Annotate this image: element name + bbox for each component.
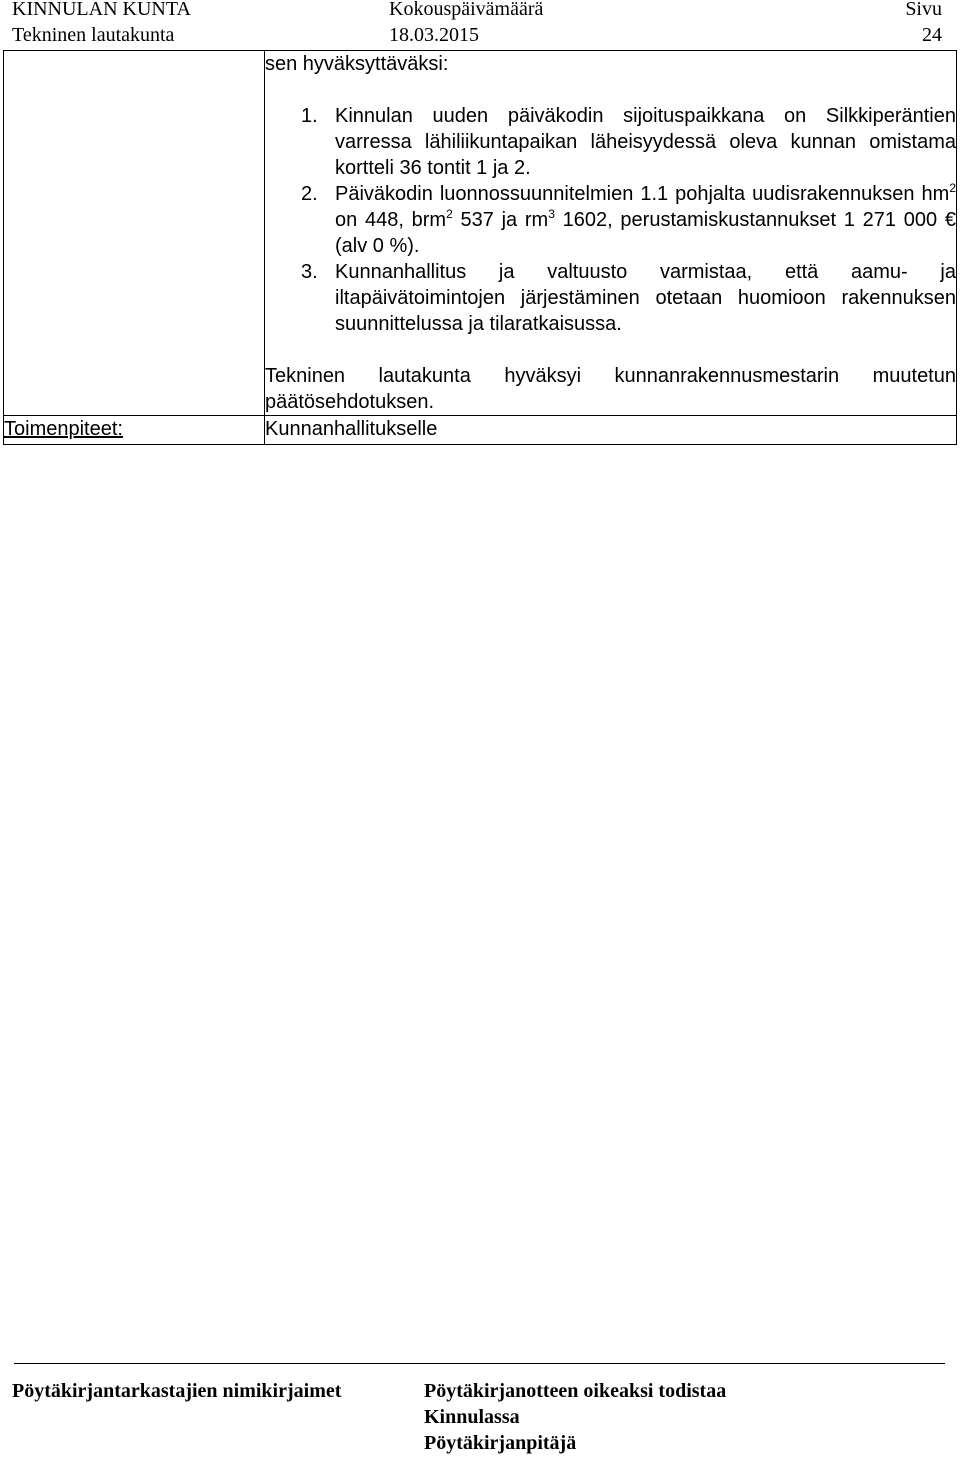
- superscript: 2: [446, 207, 453, 221]
- actions-value-cell: [265, 416, 957, 445]
- footer-right: [424, 1378, 726, 1456]
- item-number: 3.: [301, 261, 318, 283]
- actions-value: Kunnanhallitukselle: [265, 418, 438, 440]
- footer-left: Pöytäkirjantarkastajien nimikirjaimet: [12, 1380, 342, 1402]
- actions-label-cell: [4, 416, 265, 445]
- decision-closing: Tekninen lautakunta hyväksyi kunnanrakennusmestarin muutetun päätösehdotuksen.: [265, 365, 956, 413]
- item-text: Kinnulan uuden päiväkodin sijoituspaikkana on Silkkiperäntien varressa lähiliikuntapaikan läheisyydessä oleva kunnan omistama kortteli 36 tontit 1 ja 2.: [335, 105, 956, 179]
- board-name: Tekninen lautakunta: [12, 24, 175, 46]
- actions-row: [4, 416, 957, 445]
- protocol-table: [3, 50, 957, 445]
- footer-secretary: Pöytäkirjanpitäjä: [424, 1432, 577, 1454]
- header-row-2: [0, 22, 960, 48]
- date-label: Kokouspäivämäärä: [389, 0, 544, 20]
- item-text-c: 537 ja rm: [452, 209, 549, 231]
- item-text-a: Päiväkodin luonnossuunnitelmien 1.1 pohjalta uudisrakennuksen hm: [335, 183, 950, 205]
- superscript: 3: [548, 207, 555, 221]
- header-row-1: [0, 0, 960, 22]
- meeting-date: 18.03.2015: [389, 24, 479, 46]
- decision-intro: sen hyväksyttäväksi:: [265, 53, 449, 75]
- footer-place: Kinnulassa: [424, 1406, 520, 1428]
- org-name: KINNULAN KUNTA: [12, 0, 191, 20]
- decision-items: [265, 103, 956, 337]
- decision-body: [265, 51, 957, 416]
- decision-row: [4, 51, 957, 416]
- decision-left-cell: [4, 51, 265, 416]
- superscript: 2: [949, 181, 956, 195]
- list-item: [265, 259, 956, 337]
- page-number: 24: [922, 24, 942, 46]
- footer-divider: [14, 1363, 945, 1364]
- item-number: 2.: [301, 183, 318, 205]
- actions-label: Toimenpiteet:: [4, 418, 123, 440]
- item-text-d: 1602, perustamiskustannukset 1 271 000 € (alv 0 %).: [335, 209, 956, 257]
- item-text: Kunnanhallitus ja valtuusto varmistaa, että aamu- ja iltapäivätoimintojen järjestäminen otetaan huomioon rakennuksen suunnittelussa ja tilaratkaisussa.: [335, 261, 956, 335]
- page-label: Sivu: [905, 0, 942, 20]
- list-item: [265, 103, 956, 181]
- item-number: 1.: [301, 105, 318, 127]
- list-item: [265, 181, 956, 259]
- footer-certify: Pöytäkirjanotteen oikeaksi todistaa: [424, 1380, 727, 1402]
- item-text-b: on 448, brm: [335, 209, 447, 231]
